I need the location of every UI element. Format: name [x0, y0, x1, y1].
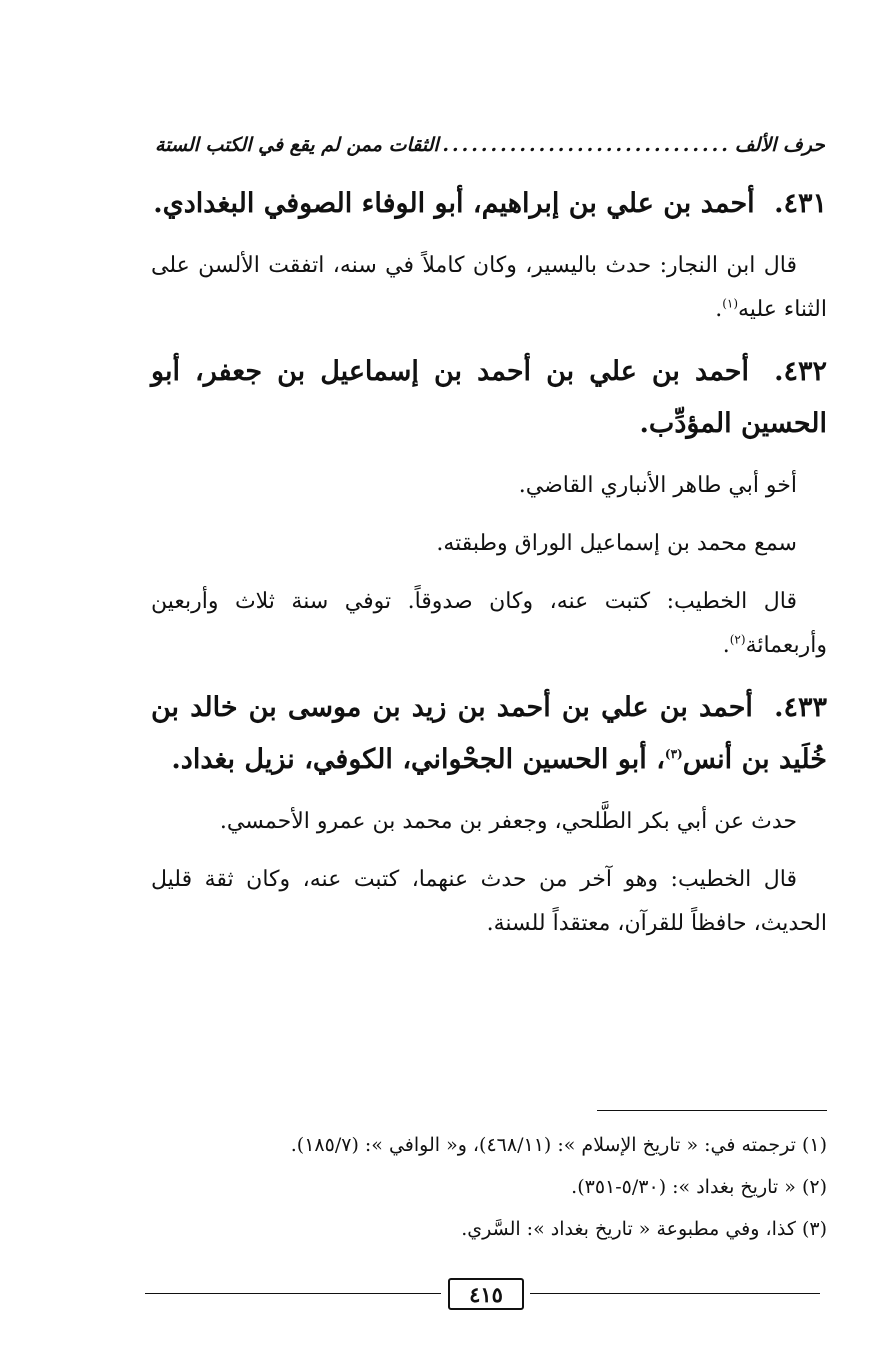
- footnote-3: [151, 1208, 827, 1250]
- bottom-rule-right: [530, 1293, 820, 1294]
- entry-number: ٤٣١.: [774, 188, 827, 219]
- bottom-rule-left: [145, 1293, 441, 1294]
- footnote-text: ترجمته في: « تاريخ الإسلام »: (٤٦٨/١١)، و« الوافي »: (١٨٥/٧).: [290, 1134, 796, 1156]
- main-text: [151, 178, 827, 960]
- entry-433-paragraph: حدث عن أبي بكر الطَّلحي، وجعفر بن محمد بن عمرو الأحمسي.: [219, 809, 797, 834]
- running-head-book-title: الثقات ممن لم يقع في الكتب الستة: [155, 134, 439, 156]
- footnote-text: « تاريخ بغداد »: (٥/٣٠-٣٥١).: [571, 1176, 796, 1198]
- running-head-section: حرف الألف: [734, 134, 825, 156]
- footnote-ref[interactable]: (٢): [729, 632, 746, 647]
- entry-432-paragraph: قال الخطيب: كتبت عنه، وكان صدوقاً. توفي سنة ثلاث وأربعين وأربعمائة$^{(٢)}$.: [151, 589, 827, 658]
- entry-number: ٤٣٢.: [774, 356, 827, 387]
- footnote-marker: (٢): [801, 1176, 827, 1198]
- entry-432-paragraph: سمع محمد بن إسماعيل الوراق وطبقته.: [436, 531, 797, 556]
- entry-name: أحمد بن علي بن أحمد بن زيد بن موسى بن خالد بن خُلَيد بن أنس: [151, 692, 827, 775]
- entry-432-paragraph: أخو أبي طاهر الأنباري القاضي.: [518, 473, 797, 498]
- entry-name: أحمد بن علي بن إبراهيم، أبو الوفاء الصوفي البغدادي.: [153, 188, 755, 219]
- page-number: ٤١٥: [448, 1278, 524, 1310]
- entry-number: ٤٣٣.: [774, 692, 827, 723]
- footnote-marker: (٣): [801, 1218, 827, 1240]
- footnote-1: [151, 1124, 827, 1166]
- entry-431-paragraph: قال ابن النجار: حدث باليسير، وكان كاملاً في سنه، اتفقت الألسن على الثناء عليه$^{(١)}$.: [151, 253, 827, 322]
- running-head: [155, 126, 825, 156]
- footnotes: [151, 1124, 827, 1250]
- footnote-marker: (١): [801, 1134, 827, 1156]
- entry-431-title: [151, 178, 827, 230]
- entry-name: أحمد بن علي بن أحمد بن إسماعيل بن جعفر، أبو الحسين المؤدِّب.: [151, 356, 827, 439]
- footnote-2: [151, 1166, 827, 1208]
- entry-433-paragraph: قال الخطيب: وهو آخر من حدث عنهما، كتبت عنه، وكان ثقة قليل الحديث، حافظاً للقرآن، معتقداً للسنة.: [151, 867, 827, 936]
- footnote-text: كذا، وفي مطبوعة « تاريخ بغداد »: السَّري.: [461, 1218, 796, 1240]
- entry-433-title: [151, 682, 827, 786]
- running-head-leader-dots: [443, 134, 731, 156]
- entry-432-title: [151, 346, 827, 450]
- footnote-ref[interactable]: (١): [722, 296, 739, 311]
- footnote-separator: [597, 1110, 827, 1111]
- entry-name-rest: ، أبو الحسين الجحْواني، الكوفي، نزيل بغداد.: [171, 744, 665, 775]
- footnote-ref[interactable]: (٣): [664, 747, 683, 761]
